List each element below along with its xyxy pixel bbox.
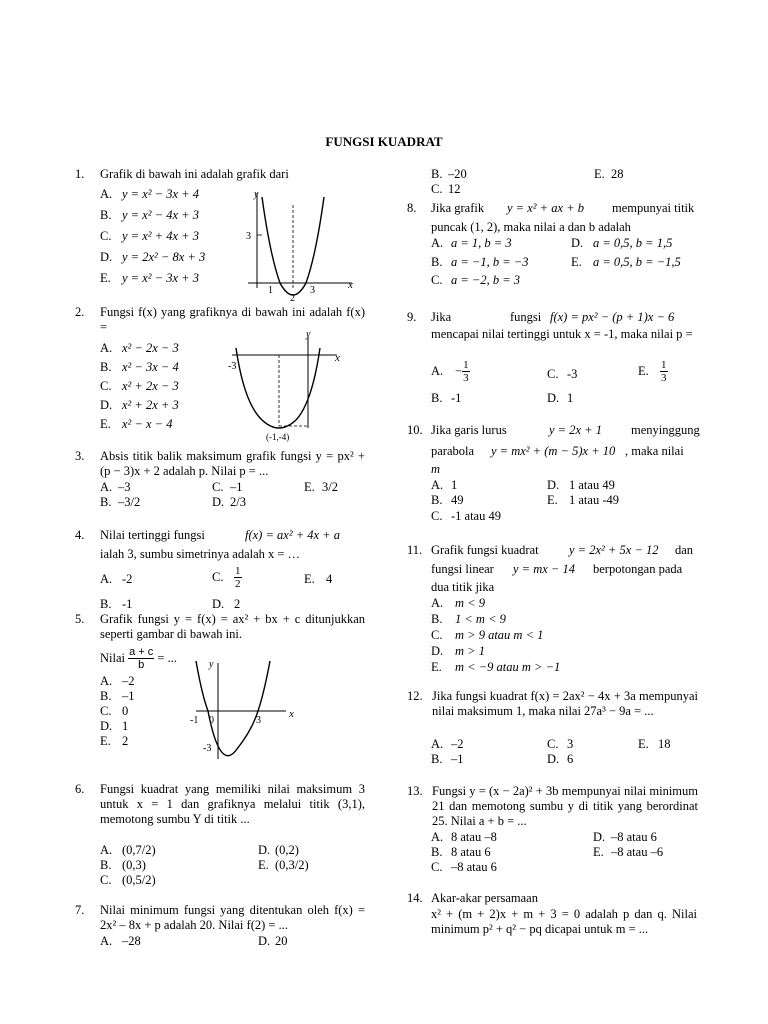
option-b[interactable]: B. x² − 3x − 4	[100, 360, 179, 374]
page-title: FUNGSI KUADRAT	[325, 134, 443, 149]
option-a[interactable]: A. (0,7/2)	[100, 843, 156, 857]
question-expression: Nilai $\frac{a + c}{b}$ = ...	[100, 646, 177, 671]
question-text: Nilai minimum fungsi yang ditentukan oleh f(x) = 2x² – 8x + p adalah 20. Nilai f(2) = ...	[100, 903, 365, 932]
question-number: 7.	[75, 903, 85, 917]
option-d[interactable]: D. 1	[547, 391, 574, 405]
question-text-line2: parabola	[431, 444, 475, 458]
graph-q1	[240, 185, 365, 305]
question-text-cont: dan	[675, 543, 694, 557]
tick-label: 3	[256, 715, 261, 726]
option-a[interactable]: A. 1	[431, 478, 458, 492]
tick-label: 1	[268, 285, 273, 296]
option-e[interactable]: E. (0,3/2)	[258, 858, 309, 872]
tick-label: 2	[290, 293, 295, 304]
question-text: Grafik fungsi y = f(x) = ax² + bx + c ditunjukkan seperti gambar di bawah ini.	[100, 612, 365, 641]
tick-label: 3	[246, 231, 251, 242]
x-axis-label: x	[348, 279, 353, 291]
option-b[interactable]: B. y = x² − 4x + 3	[100, 208, 199, 222]
option-a[interactable]: A. -2	[100, 572, 133, 586]
option-e[interactable]: E. m < −9 atau m > −1	[431, 660, 561, 674]
question-text: Jika grafik	[431, 201, 485, 215]
option-a[interactable]: A. 8 atau –8	[431, 830, 497, 844]
question-text: Fungsi kuadrat yang memiliki nilai maksimum 3 untuk x = 1 dan grafiknya melalui titik (3,1), memotong sumbu Y di titik ...	[100, 782, 365, 826]
option-a[interactable]: A. –2	[100, 674, 135, 688]
option-e[interactable]: E. –8 atau –6	[593, 845, 664, 859]
question-number: 6.	[75, 782, 85, 796]
y-axis-label: y	[209, 659, 214, 670]
question-6	[75, 782, 365, 892]
question-number: 5.	[75, 612, 85, 626]
question-text: Grafik fungsi kuadrat	[431, 543, 539, 557]
fraction: $\frac{1}{2}$	[235, 565, 241, 590]
question-text-cont: , maka nilai	[625, 444, 684, 458]
option-d[interactable]: D. y = 2x² − 8x + 3	[100, 250, 206, 264]
question-text-line2: puncak (1, 2), maka nilai a dan b adalah	[431, 220, 631, 234]
option-b[interactable]: B. -1	[100, 597, 133, 611]
question-text-cont: fungsi	[510, 310, 542, 324]
question-text: Akar-akar persamaan	[431, 891, 538, 905]
option-e[interactable]: E. x² − x − 4	[100, 417, 173, 431]
question-number: 8.	[407, 201, 417, 215]
fraction: $\frac{1}{3}$	[661, 359, 667, 384]
question-text: Jika garis lurus	[431, 423, 507, 437]
question-text-cont: berpotongan pada	[593, 562, 683, 576]
question-8	[407, 201, 697, 291]
option-e[interactable]: E. $\frac{1}{3}$	[638, 359, 667, 384]
option-b[interactable]: B. 49	[431, 493, 464, 507]
option-d[interactable]: D. 6	[547, 752, 574, 766]
option-d[interactable]: D. –8 atau 6	[593, 830, 657, 844]
question-text-line2: ialah 3, sumbu simetrinya adalah x = …	[100, 547, 301, 561]
question-text-cont: mempunyai titik	[612, 201, 695, 215]
option-b[interactable]: B. -1	[431, 391, 462, 405]
option-d[interactable]: D. 2	[212, 597, 241, 611]
question-number: 1.	[75, 167, 85, 181]
option-c[interactable]: C. $\frac{1}{2}$	[212, 565, 241, 590]
option-b[interactable]: B. a = −1, b = −3	[431, 255, 529, 269]
x-axis-label: x	[335, 352, 340, 364]
option-e[interactable]: E. y = x² − 3x + 3	[100, 271, 199, 285]
question-9	[407, 310, 697, 405]
tick-label: -3	[228, 361, 237, 372]
option-e[interactable]: E. a = 0,5, b = −1,5	[571, 255, 681, 269]
question-text: Fungsi y = (x − 2a)² + 3b mempunyai nilai minimum 21 dan memotong sumbu y di titik yang berordinat 25. Nilai a + b = ...	[432, 784, 698, 828]
x-axis-label: x	[289, 708, 294, 720]
option-d[interactable]: D. 1 atau 49	[547, 478, 615, 492]
option-c[interactable]: C. -1 atau 49	[431, 509, 501, 523]
option-a[interactable]: A. x² − 2x − 3	[100, 341, 179, 355]
question-text: Grafik di bawah ini adalah grafik dari	[100, 167, 289, 181]
graph-q5	[182, 655, 307, 763]
question-text: Nilai tertinggi fungsi	[100, 528, 205, 542]
parabola-curve	[236, 348, 320, 428]
fraction: $\frac{1}{3}$	[463, 359, 469, 384]
function-formula: f(x) = ax² + 4x + a	[245, 528, 340, 542]
option-c[interactable]: C. –8 atau 6	[431, 860, 497, 874]
question-number: 11.	[407, 543, 423, 557]
graph-q2	[222, 328, 352, 446]
option-c[interactable]: C. 12	[431, 182, 461, 196]
option-c[interactable]: C. (0,5/2)	[100, 873, 156, 887]
option-a[interactable]: A. − $\frac{1}{3}$	[431, 359, 469, 384]
question-number: 13.	[407, 784, 423, 798]
question-3	[75, 449, 365, 511]
option-c[interactable]: C. y = x² + 4x + 3	[100, 229, 199, 243]
question-text: Jika	[431, 310, 452, 324]
option-c[interactable]: C. a = −2, b = 3	[431, 273, 521, 287]
question-number: 2.	[75, 305, 85, 319]
option-d[interactable]: D. (0,2)	[258, 843, 299, 857]
option-c[interactable]: C. 0	[100, 704, 129, 718]
option-d[interactable]: D. 2/3	[212, 495, 246, 509]
function-formula: y = 2x + 1	[549, 423, 602, 437]
question-text: Absis titik balik maksimum grafik fungsi y = px² + (p − 3)x + 2 adalah p. Nilai p = ...	[100, 449, 365, 478]
question-number: 9.	[407, 310, 417, 324]
option-e[interactable]: E. 18	[638, 737, 671, 751]
option-a[interactable]: A. –3	[100, 480, 131, 494]
option-e[interactable]: E. 28	[594, 167, 624, 181]
option-e[interactable]: E. 2	[100, 734, 129, 748]
option-b[interactable]: B. –20	[431, 167, 467, 181]
tick-label: 3	[310, 285, 315, 296]
question-4	[75, 528, 365, 613]
option-c[interactable]: C. x² + 2x − 3	[100, 379, 179, 393]
question-text-line2: mencapai nilai tertinggi untuk x = -1, maka nilai p =	[431, 327, 693, 341]
option-e[interactable]: E. 4	[304, 572, 333, 586]
question-number: 10.	[407, 423, 423, 437]
question-text: Jika fungsi kuadrat f(x) = 2ax² − 4x + 3a mempunyai nilai maksimum 1, maka nilai 27a³ − 9a = ...	[432, 689, 698, 718]
parabola-curve	[196, 661, 270, 756]
option-c[interactable]: C. -3	[547, 367, 578, 381]
tick-label: -1	[190, 715, 199, 726]
option-d[interactable]: D. x² + 2x + 3	[100, 398, 179, 412]
option-d[interactable]: D. a = 0,5, b = 1,5	[571, 236, 673, 250]
option-a[interactable]: A. –2	[431, 737, 464, 751]
tick-label: 0	[209, 715, 214, 726]
question-number: 14.	[407, 891, 423, 905]
option-a[interactable]: A. y = x² − 3x + 4	[100, 187, 199, 201]
option-b[interactable]: B. (0,3)	[100, 858, 146, 872]
option-c[interactable]: C. 3	[547, 737, 574, 751]
question-7	[75, 903, 365, 953]
question-14	[407, 891, 697, 956]
option-b[interactable]: B. –3/2	[100, 495, 141, 509]
option-b[interactable]: B. 8 atau 6	[431, 845, 491, 859]
question-number: 3.	[75, 449, 85, 463]
option-e[interactable]: E. 1 atau -49	[547, 493, 619, 507]
y-axis-label: y	[306, 329, 311, 340]
option-e[interactable]: E. 3/2	[304, 480, 338, 494]
question-10	[407, 423, 700, 528]
option-b[interactable]: B. –1	[100, 689, 135, 703]
option-b[interactable]: B. 1 < m < 9	[431, 612, 506, 626]
question-11	[407, 543, 697, 678]
question-text-line3: dua titik jika	[431, 580, 495, 594]
function-formula: y = 2x² + 5x − 12	[569, 543, 659, 557]
option-b[interactable]: B. –1	[431, 752, 464, 766]
question-13	[407, 784, 697, 879]
question-text-line2: fungsi linear	[431, 562, 494, 576]
option-d[interactable]: D. 1	[100, 719, 129, 733]
option-d[interactable]: D. 20	[258, 934, 288, 948]
question-number: 4.	[75, 528, 85, 542]
function-formula: y = mx − 14	[513, 562, 575, 576]
option-c[interactable]: C. –1	[212, 480, 243, 494]
function-formula: y = x² + ax + b	[507, 201, 584, 215]
option-a[interactable]: A. –28	[100, 934, 141, 948]
question-text-cont: menyinggung	[631, 423, 700, 437]
vertex-label: (-1,-4)	[266, 432, 290, 442]
question-text: Fungsi f(x) yang grafiknya di bawah ini adalah f(x) =	[100, 305, 365, 334]
option-c[interactable]: C. m > 9 atau m < 1	[431, 628, 544, 642]
option-a[interactable]: A. a = 1, b = 3	[431, 236, 512, 250]
question-text-line3: m	[431, 462, 441, 476]
fraction: $\frac{a + c}{b}$	[129, 646, 154, 671]
function-formula: f(x) = px² − (p + 1)x − 6	[550, 310, 675, 324]
option-a[interactable]: A. m < 9	[431, 596, 485, 610]
question-12	[407, 689, 697, 769]
y-axis-label: y	[254, 189, 259, 200]
question-number: 12.	[407, 689, 423, 703]
function-formula: y = mx² + (m − 5)x + 10	[491, 444, 616, 458]
question-text-cont: x² + (m + 2)x + m + 3 = 0 adalah p dan q. Nilai minimum p² + q² − pq dicapai untuk m = ...	[431, 907, 697, 936]
tick-label: -3	[203, 743, 212, 754]
option-d[interactable]: D. m > 1	[431, 644, 485, 658]
